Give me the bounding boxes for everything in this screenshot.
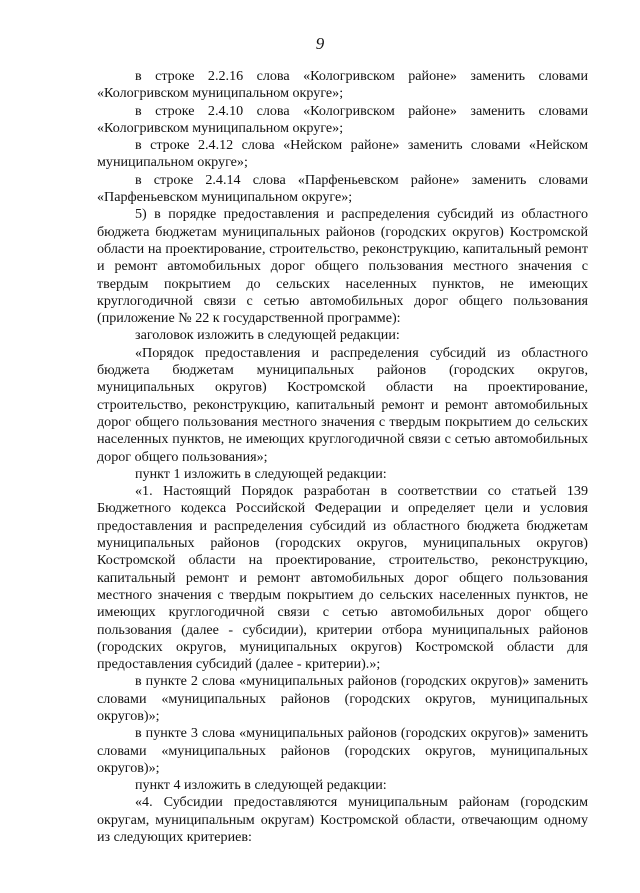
paragraph: пункт 4 изложить в следующей редакции: [135,777,387,794]
paragraph: «1. Настоящий Порядок разработан в соответствии со статьей 139 Бюджетного кодекса Российской Федерации и определяет цели и условия предоставления и распределения субсидий из областного бюджета бюджетам муниципальных районов (городских округов, муниципальных округов) Костромской области на проектирование, строительство, реконструкцию, капитальный ремонт и ремонт автомобильных дорог общего пользования местного значения с твердым покрытием до сельских населенных пунктов, не имеющих круглогодичной связи с сетью автомобильных дорог общего пользования (далее - субсидии), критерии отбора муниципальных районов (городских округов, муниципальных округов) Костромской области для предоставления субсидий (далее - критерии).»; [97,483,588,673]
paragraph: в строке 2.4.14 слова «Парфеньевском районе» заменить словами «Парфеньевском муниципальном округе»; [97,171,588,206]
paragraph: в пункте 2 слова «муниципальных районов (городских округов)» заменить словами «муниципальных районов (городских округов, муниципальных округов)»; [97,673,588,724]
paragraph: 5) в порядке предоставления и распределения субсидий из областного бюджета бюджетам муниципальных районов (городских округов) Костромской области на проектирование, строительство, реконструкцию, капитальный ремонт и ремонт автомобильных дорог общего пользования местного значения с твердым покрытием до сельских населенных пунктов, не имеющих круглогодичной связи с сетью автомобильных дорог общего пользования (приложение № 22 к государственной программе): [97,206,588,327]
paragraph: «4. Субсидии предоставляются муниципальным районам (городским округам, муниципальным округам) Костромской области, отвечающим одному из следующих критериев: [97,794,588,846]
paragraph: заголовок изложить в следующей редакции: [135,327,400,344]
paragraph: «Порядок предоставления и распределения субсидий из областного бюджета бюджетам муниципальных районов (городских округов, муниципальных округов) Костромской области на проектирование, строительство, реконструкцию, капитальный ремонт и ремонт автомобильных дорог общего пользования местного значения с твердым покрытием до сельских населенных пунктов, не имеющих круглогодичной связи с сетью автомобильных дорог общего пользования»; [97,344,588,465]
paragraph: в пункте 3 слова «муниципальных районов (городских округов)» заменить словами «муниципальных районов (городских округов, муниципальных округов)»; [97,725,588,776]
paragraph: в строке 2.2.16 слова «Кологривском районе» заменить словами «Кологривском муниципальном округе»; [97,68,588,102]
paragraph: в строке 2.4.10 слова «Кологривском районе» заменить словами «Кологривском муниципальном округе»; [97,102,588,136]
page-number: 9 [315,34,325,53]
document-body [97,68,588,846]
paragraph: пункт 1 изложить в следующей редакции: [135,465,387,482]
paragraph: в строке 2.4.12 слова «Нейском районе» заменить словами «Нейском муниципальном округе»; [97,137,588,171]
